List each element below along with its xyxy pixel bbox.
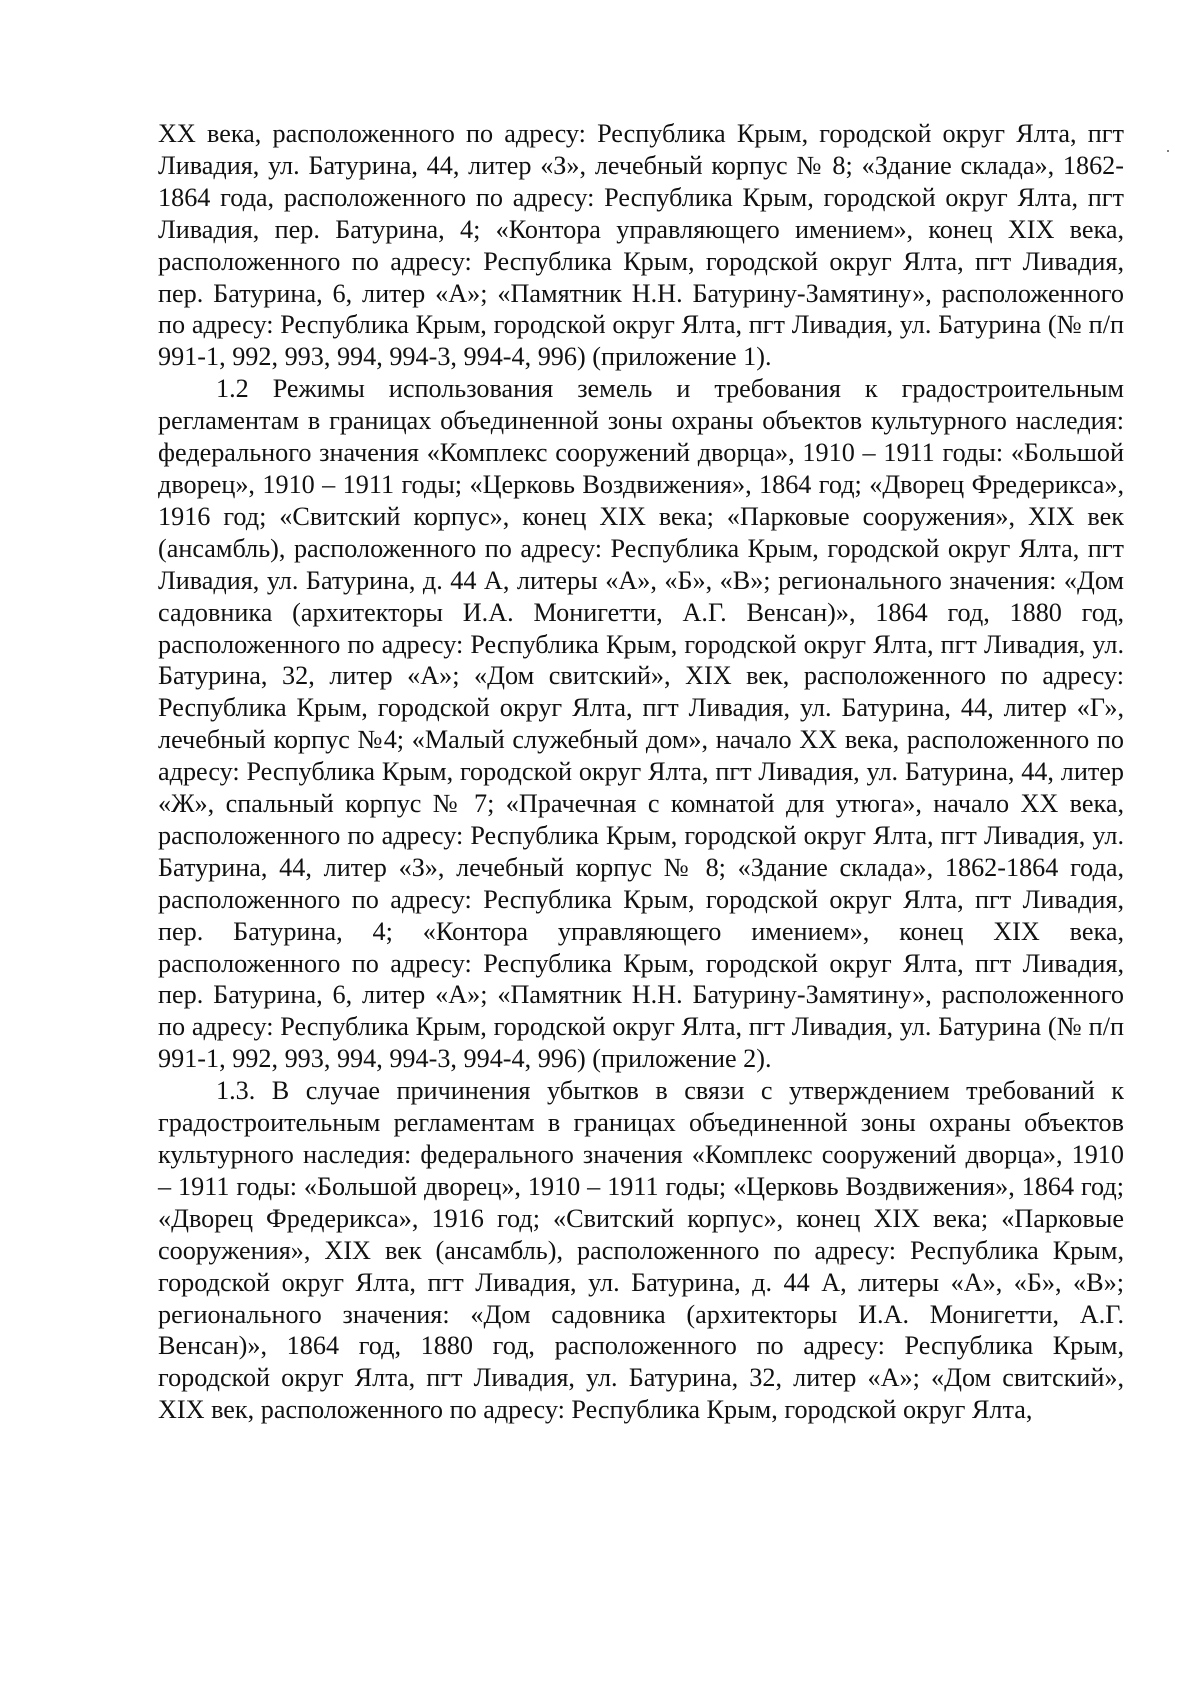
- document-body: [158, 118, 1124, 1426]
- paragraph-clause-1-3: 1.3. В случае причинения убытков в связи с утверждением требований к градостроительным регламентам в границах объединенной зоны охраны объектов культурного наследия: федерального значения «Комплекс сооружений дворца», 1910 – 1911 годы: «Большой дворец», 1910 – 1911 годы; «Церковь Воздвижения», 1864 год; «Дворец Фредерикса», 1916 год; «Свитский корпус», конец XIX века; «Парковые сооружения», XIX век (ансамбль), расположенного по адресу: Республика Крым, городской округ Ялта, пгт Ливадия, ул. Батурина, д. 44 А, литеры «А», «Б», «В»; регионального значения: «Дом садовника (архитекторы И.А. Монигетти, А.Г. Венсан)», 1864 год, 1880 год, расположенного по адресу: Республика Крым, городской округ Ялта, пгт Ливадия, ул. Батурина, 32, литер «А»; «Дом свитский», XIX век, расположенного по адресу: Республика Крым, городской округ Ялта,: [158, 1076, 1124, 1425]
- paragraph-clause-1-1-continued: XX века, расположенного по адресу: Республика Крым, городской округ Ялта, пгт Ливадия, ул. Батурина, 44, литер «З», лечебный корпус № 8; «Здание склада», 1862-1864 года, расположенного по адресу: Республика Крым, городской округ Ялта, пгт Ливадия, пер. Батурина, 4; «Контора управляющего имением», конец XIX века, расположенного по адресу: Республика Крым, городской округ Ялта, пгт Ливадия, пер. Батурина, 6, литер «А»; «Памятник Н.Н. Батурину-Замятину», расположенного по адресу: Республика Крым, городской округ Ялта, пгт Ливадия, ул. Батурина (№ п/п 991-1, 992, 993, 994, 994-3, 994-4, 996) (приложение 1).: [158, 119, 1124, 372]
- scan-speck: [1167, 150, 1169, 152]
- paragraph-clause-1-2: 1.2 Режимы использования земель и требования к градостроительным регламентам в границах объединенной зоны охраны объектов культурного наследия: федерального значения «Комплекс сооружений дворца», 1910 – 1911 годы: «Большой дворец», 1910 – 1911 годы; «Церковь Воздвижения», 1864 год; «Дворец Фредерикса», 1916 год; «Свитский корпус», конец XIX века; «Парковые сооружения», XIX век (ансамбль), расположенного по адресу: Республика Крым, городской округ Ялта, пгт Ливадия, ул. Батурина, д. 44 А, литеры «А», «Б», «В»; регионального значения: «Дом садовника (архитекторы И.А. Монигетти, А.Г. Венсан)», 1864 год, 1880 год, расположенного по адресу: Республика Крым, городской округ Ялта, пгт Ливадия, ул. Батурина, 32, литер «А»; «Дом свитский», XIX век, расположенного по адресу: Республика Крым, городской округ Ялта, пгт Ливадия, ул. Батурина, 44, литер «Г», лечебный корпус №4; «Малый служебный дом», начало XX века, расположенного по адресу: Республика Крым, городской округ Ялта, пгт Ливадия, ул. Батурина, 44, литер «Ж», спальный корпус № 7; «Прачечная с комнатой для утюга», начало XX века, расположенного по адресу: Республика Крым, городской округ Ялта, пгт Ливадия, ул. Батурина, 44, литер «З», лечебный корпус № 8; «Здание склада», 1862-1864 года, расположенного по адресу: Республика Крым, городской округ Ялта, пгт Ливадия, пер. Батурина, 4; «Контора управляющего имением», конец XIX века, расположенного по адресу: Республика Крым, городской округ Ялта, пгт Ливадия, пер. Батурина, 6, литер «А»; «Памятник Н.Н. Батурину-Замятину», расположенного по адресу: Республика Крым, городской округ Ялта, пгт Ливадия, ул. Батурина (№ п/п 991-1, 992, 993, 994, 994-3, 994-4, 996) (приложение 2).: [158, 374, 1124, 1074]
